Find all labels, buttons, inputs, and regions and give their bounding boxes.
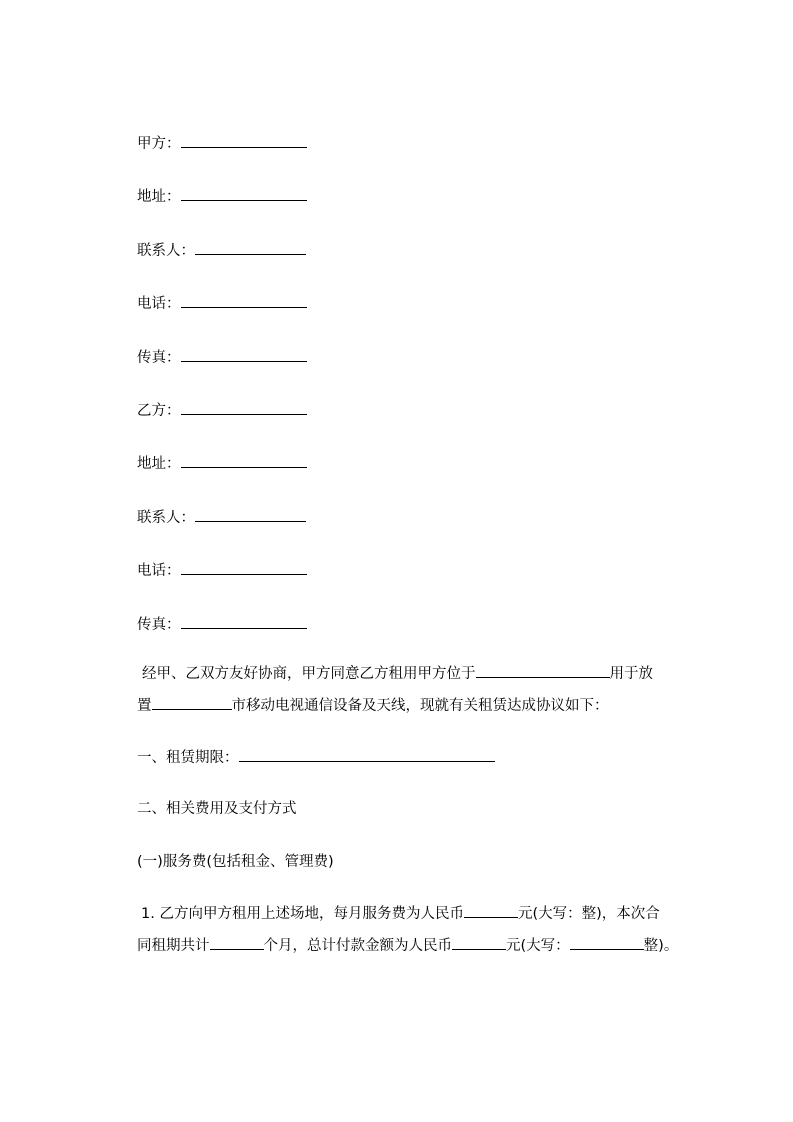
party-a-fax-label: 传真： xyxy=(137,350,181,366)
subsection-1-title: (一)服务费(包括租金、管理费) xyxy=(137,854,334,870)
intro-text-1b: 用于放 xyxy=(609,666,653,682)
party-b-fax-blank xyxy=(181,614,307,629)
party-a-address-label: 地址： xyxy=(137,189,181,205)
party-a-fax-field xyxy=(137,347,307,367)
clause-1-line-2 xyxy=(137,930,707,962)
party-a-phone-blank xyxy=(181,293,307,308)
intro-city-blank xyxy=(152,695,232,710)
party-a-name-field xyxy=(137,133,307,153)
intro-text-2b: 市移动电视通信设备及天线，现就有关租赁达成协议如下： xyxy=(231,698,609,714)
clause-1-line-1 xyxy=(137,898,707,930)
party-b-name-blank xyxy=(181,400,307,415)
party-a-name-label: 甲方： xyxy=(137,136,181,152)
intro-text-2a: 置 xyxy=(137,698,152,714)
clause-1-text-2c: 元(大写： xyxy=(506,938,570,954)
party-b-phone-label: 电话： xyxy=(137,563,181,579)
clause-1-paragraph xyxy=(137,898,707,962)
party-a-contact-label: 联系人： xyxy=(137,243,195,259)
total-amount-words-blank xyxy=(570,935,644,950)
clause-1-text-2b: 个月，总计付款金额为人民币 xyxy=(263,938,452,954)
party-b-phone-blank xyxy=(181,560,307,575)
monthly-fee-blank xyxy=(464,903,518,918)
party-b-address-blank xyxy=(181,453,307,468)
intro-line-1 xyxy=(137,658,707,690)
party-a-fax-blank xyxy=(181,347,307,362)
party-b-contact-field xyxy=(137,507,306,527)
clause-1-text-1b: 元(大写：整)，本次合 xyxy=(517,906,660,922)
lease-term-blank xyxy=(239,747,495,762)
party-a-name-blank xyxy=(181,133,307,148)
party-a-contact-blank xyxy=(195,240,306,255)
clause-1-text-2d: 整)。 xyxy=(643,938,679,954)
section-1-lease-term xyxy=(137,747,495,767)
party-a-phone-label: 电话： xyxy=(137,296,181,312)
party-a-contact-field xyxy=(137,240,306,260)
party-a-address-blank xyxy=(181,186,307,201)
total-amount-blank xyxy=(452,935,506,950)
party-b-fax-label: 传真： xyxy=(137,617,181,633)
party-b-contact-label: 联系人： xyxy=(137,510,195,526)
party-a-address-field xyxy=(137,186,307,206)
months-blank xyxy=(210,935,264,950)
intro-text-1a: 经甲、乙双方友好协商，甲方同意乙方租用甲方位于 xyxy=(142,666,476,682)
intro-location-blank xyxy=(476,663,610,678)
clause-1-text-1a: 1. 乙方向甲方租用上述场地，每月服务费为人民币 xyxy=(141,906,464,922)
party-b-phone-field xyxy=(137,560,307,580)
section-1-label: 一、租赁期限： xyxy=(137,750,239,766)
party-b-address-field xyxy=(137,453,307,473)
intro-paragraph xyxy=(137,658,707,722)
party-a-phone-field xyxy=(137,293,307,313)
party-b-contact-blank xyxy=(195,507,306,522)
party-b-fax-field xyxy=(137,614,307,634)
section-2-title: 二、相关费用及支付方式 xyxy=(137,801,297,817)
clause-1-text-2a: 同租期共计 xyxy=(137,938,210,954)
intro-line-2 xyxy=(137,690,707,722)
party-b-address-label: 地址： xyxy=(137,456,181,472)
party-b-name-field xyxy=(137,400,307,420)
party-b-name-label: 乙方： xyxy=(137,403,181,419)
